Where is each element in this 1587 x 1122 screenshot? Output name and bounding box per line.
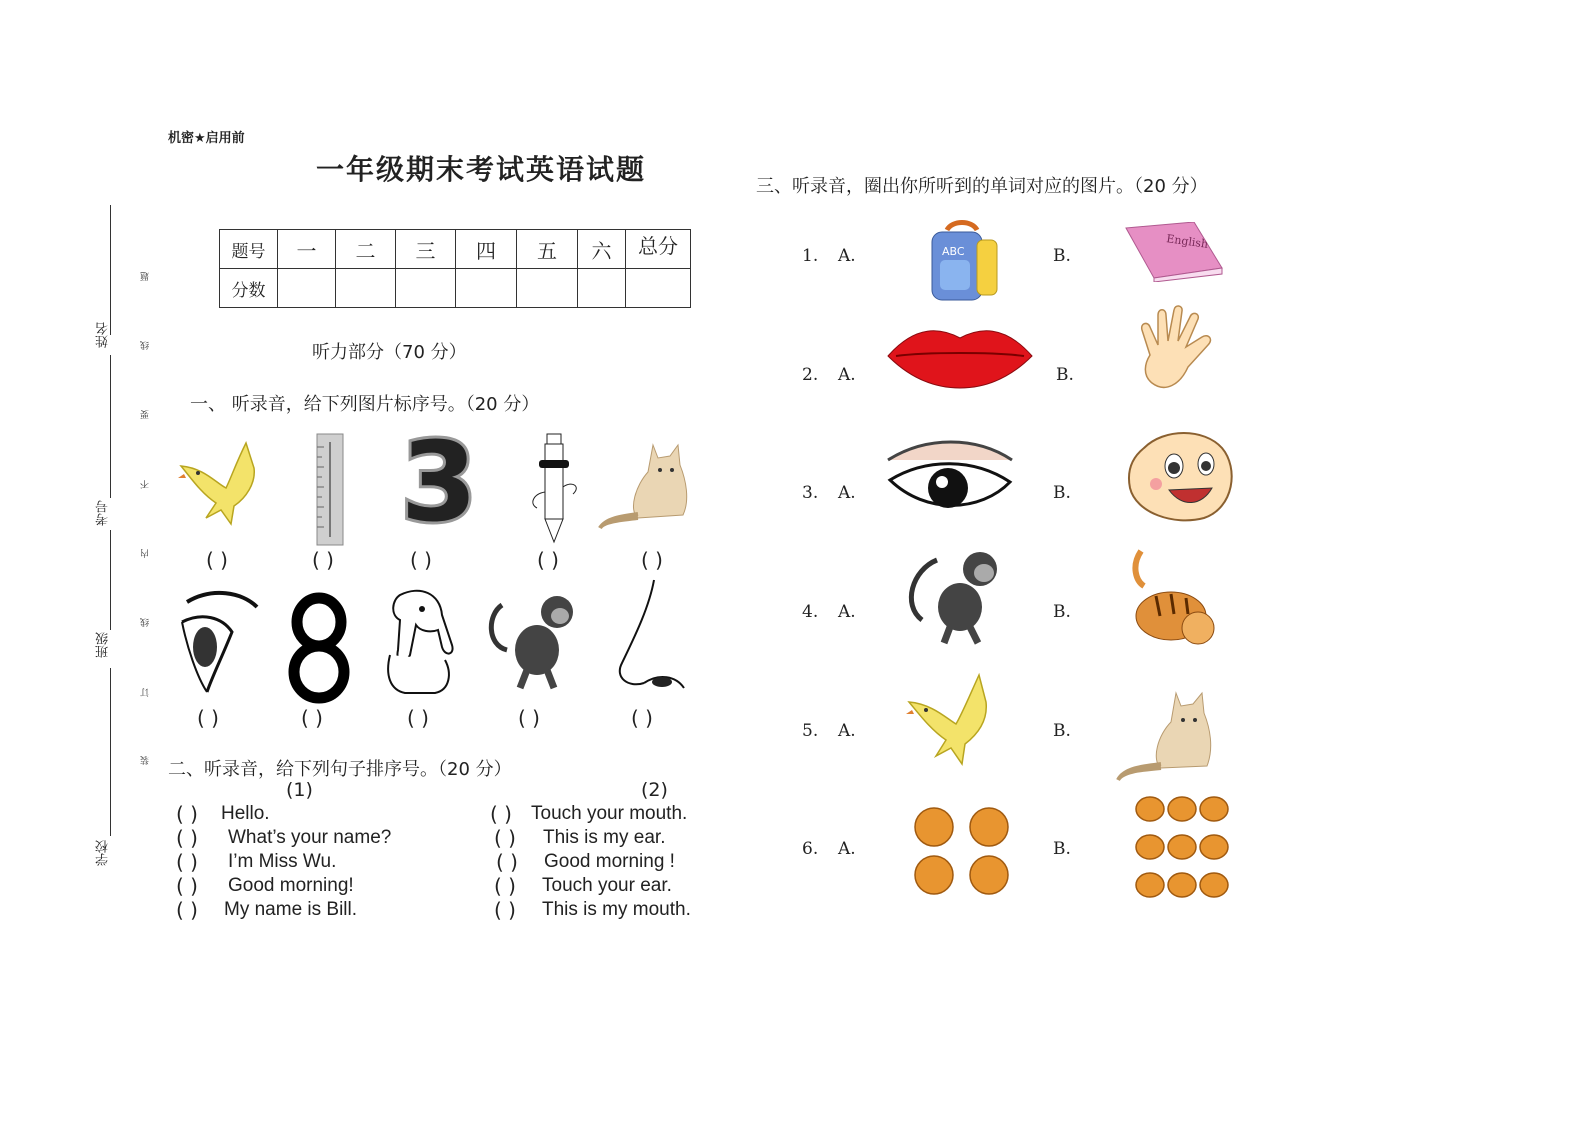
score-cell[interactable] <box>336 269 396 308</box>
column-1-label: (1) <box>286 779 313 801</box>
item-number: 3. <box>802 483 819 503</box>
section2-title: 二、听录音，给下列句子排序号。（20 分） <box>168 759 512 780</box>
dog-icon <box>380 585 460 697</box>
ruler-icon <box>315 432 345 547</box>
score-cell[interactable] <box>396 269 456 308</box>
book-title: English <box>1165 232 1209 251</box>
option-a-label[interactable]: A. <box>838 721 856 741</box>
svg-text:ABC: ABC <box>942 245 965 258</box>
total-score-label: 总分 <box>626 230 691 269</box>
nose-icon <box>614 578 692 696</box>
answer-paren[interactable]: ( ) <box>176 826 198 850</box>
score-cell[interactable] <box>517 269 578 308</box>
answer-paren[interactable]: ( ) <box>518 706 540 730</box>
sentence: This is my mouth. <box>542 899 691 920</box>
page-title: 一年级期末考试英语试题 <box>316 153 647 186</box>
item-number: 2. <box>802 365 819 385</box>
score-column-6: 六 <box>578 230 626 269</box>
answer-paren[interactable]: ( ) <box>176 802 198 826</box>
cat-icon <box>598 440 694 532</box>
eye-icon <box>177 587 261 695</box>
answer-paren[interactable]: ( ) <box>407 706 429 730</box>
option-b-label[interactable]: B. <box>1056 365 1074 385</box>
option-a-label[interactable]: A. <box>838 602 856 622</box>
nine-balls-icon[interactable] <box>1134 795 1230 899</box>
sentence: Touch your ear. <box>542 875 672 896</box>
bird-icon[interactable] <box>904 672 996 768</box>
exam-number-label: 考号 <box>96 500 111 526</box>
number-three-icon <box>396 428 482 528</box>
binding-char: 装 <box>141 756 151 765</box>
option-b-label[interactable]: B. <box>1053 839 1071 859</box>
sentence: What’s your name? <box>228 827 392 848</box>
item-number: 4. <box>802 602 819 622</box>
answer-paren[interactable]: ( ) <box>301 706 323 730</box>
answer-paren[interactable]: ( ) <box>490 802 512 826</box>
answer-paren[interactable]: ( ) <box>494 874 516 898</box>
score-label: 分数 <box>220 269 278 308</box>
sentence: Good morning ! <box>544 851 675 872</box>
school-label: 学校 <box>96 840 111 866</box>
score-column-1: 一 <box>278 230 336 269</box>
cat-icon[interactable] <box>1116 688 1220 784</box>
sentence: My name is Bill. <box>224 899 358 920</box>
answer-paren[interactable]: ( ) <box>176 850 198 874</box>
schoolbag-icon[interactable] <box>922 220 1008 304</box>
answer-paren[interactable]: ( ) <box>410 548 432 572</box>
binding-line <box>110 668 111 836</box>
answer-paren[interactable]: ( ) <box>537 548 559 572</box>
option-b-label[interactable]: B. <box>1053 246 1071 266</box>
pencil-icon <box>523 432 587 544</box>
score-cell[interactable] <box>578 269 626 308</box>
option-a-label[interactable]: A. <box>838 246 856 266</box>
score-column-5: 五 <box>517 230 578 269</box>
monkey-icon[interactable] <box>902 545 1006 645</box>
sentence: Good morning! <box>228 875 354 896</box>
listening-header: 听力部分（70 分） <box>312 342 467 363</box>
binding-char: 不 <box>141 480 151 489</box>
eye-icon[interactable] <box>886 440 1014 520</box>
score-cell[interactable] <box>456 269 517 308</box>
score-column-4: 四 <box>456 230 517 269</box>
answer-paren[interactable]: ( ) <box>494 898 516 922</box>
score-column-2: 二 <box>336 230 396 269</box>
book-icon[interactable] <box>1124 222 1224 282</box>
bird-icon <box>176 438 264 528</box>
class-label: 班级 <box>96 632 111 658</box>
binding-char: 要 <box>141 410 151 419</box>
tiger-icon[interactable] <box>1126 546 1224 654</box>
face-icon[interactable] <box>1124 428 1236 522</box>
section1-title: 一、 听录音，给下列图片标序号。（20 分） <box>190 394 540 415</box>
binding-char: 内 <box>141 549 151 558</box>
option-b-label[interactable]: B. <box>1053 602 1071 622</box>
answer-paren[interactable]: ( ) <box>206 548 228 572</box>
answer-paren[interactable]: ( ) <box>312 548 334 572</box>
mouth-icon[interactable] <box>886 322 1034 390</box>
score-table <box>219 229 691 308</box>
binding-char: 线 <box>141 341 151 350</box>
binding-line <box>110 530 111 630</box>
question-number-label: 题号 <box>220 230 278 269</box>
binding-char: 线 <box>141 618 151 627</box>
score-cell[interactable] <box>278 269 336 308</box>
option-a-label[interactable]: A. <box>838 839 856 859</box>
answer-paren[interactable]: ( ) <box>641 548 663 572</box>
number-eight-icon <box>288 592 350 704</box>
option-b-label[interactable]: B. <box>1053 483 1071 503</box>
item-number: 6. <box>802 839 819 859</box>
monkey-icon <box>482 590 582 690</box>
score-cell[interactable] <box>626 269 691 308</box>
answer-paren[interactable]: ( ) <box>176 898 198 922</box>
answer-paren[interactable]: ( ) <box>176 874 198 898</box>
answer-paren[interactable]: ( ) <box>631 706 653 730</box>
option-b-label[interactable]: B. <box>1053 721 1071 741</box>
binding-char: 订 <box>141 688 151 697</box>
option-a-label[interactable]: A. <box>838 365 856 385</box>
binding-char: 题 <box>141 272 151 281</box>
column-2-label: (2) <box>641 779 668 801</box>
binding-line <box>110 205 111 335</box>
four-balls-icon[interactable] <box>912 807 1012 895</box>
sentence: Hello. <box>221 803 270 824</box>
score-column-3: 三 <box>396 230 456 269</box>
sentence: This is my ear. <box>543 827 666 848</box>
binding-line <box>110 355 111 498</box>
answer-paren[interactable]: ( ) <box>494 826 516 850</box>
hand-icon[interactable] <box>1130 305 1222 395</box>
section3-title: 三、听录音，圈出你所听到的单词对应的图片。（20 分） <box>756 176 1208 197</box>
answer-paren[interactable]: ( ) <box>197 706 219 730</box>
svg-text:3: 3 <box>400 428 478 528</box>
sentence: Touch your mouth. <box>531 803 688 824</box>
option-a-label[interactable]: A. <box>838 483 856 503</box>
answer-paren[interactable]: ( ) <box>496 850 518 874</box>
sentence: I’m Miss Wu. <box>228 851 337 872</box>
confidential-mark: 机密★启用前 <box>168 131 245 146</box>
item-number: 5. <box>802 721 819 741</box>
name-label: 姓名 <box>96 322 111 348</box>
item-number: 1. <box>802 246 819 266</box>
